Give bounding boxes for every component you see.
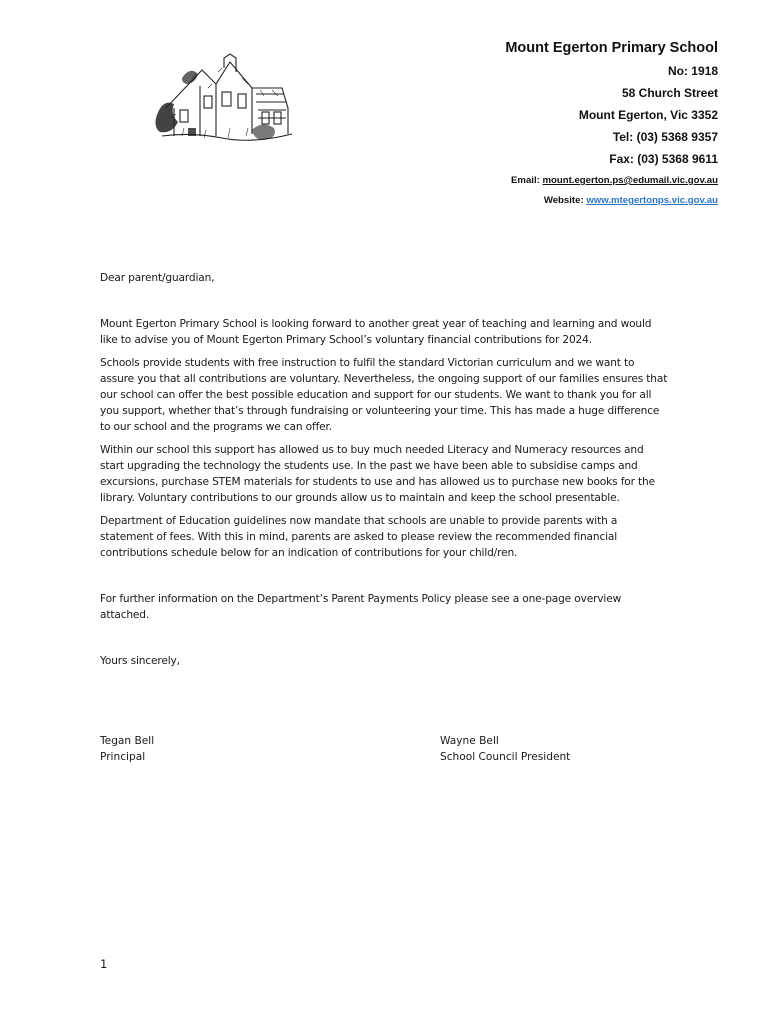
- signatory-principal: [100, 733, 154, 765]
- paragraph: Mount Egerton Primary School is looking forward to another great year of teaching and learning and would like to advise you of Mount Egerton Primary School’s voluntary financial contributions for 2024.: [100, 318, 652, 346]
- school-building-sketch: [152, 48, 298, 146]
- email-label: Email:: [511, 175, 543, 186]
- signatory-council-president: [440, 733, 570, 765]
- school-fax: Fax: (03) 5368 9611: [609, 152, 718, 166]
- greeting: Dear parent/guardian,: [100, 272, 215, 284]
- website-line: [505, 194, 718, 208]
- school-town: Mount Egerton, Vic 3352: [578, 108, 718, 122]
- paragraph: Schools provide students with free instruction to fulfil the standard Victorian curriculum and we want to assure you that all contributions are voluntary. Nevertheless, the ongoing support of our families ensures that our school can offer the best possible education and support for our students. We want to thank you for all you support, whether that’s through fundraising or volunteering your time. This has made a huge difference to our school and the programs we can offer.: [100, 357, 668, 433]
- letterhead: [505, 40, 718, 214]
- school-street: 58 Church Street: [621, 86, 718, 100]
- website-link[interactable]: www.mtegertonps.vic.gov.au: [586, 195, 718, 206]
- email-link[interactable]: mount.egerton.ps@edumail.vic.gov.au: [542, 175, 718, 186]
- email-line: [505, 174, 718, 188]
- signatory-name: Wayne Bell: [440, 735, 499, 747]
- letter-body: [100, 270, 670, 676]
- signatory-name: Tegan Bell: [100, 735, 155, 747]
- closing: Yours sincerely,: [100, 655, 180, 667]
- page-number: 1: [100, 957, 108, 971]
- paragraph: Within our school this support has allowed us to buy much needed Literacy and Numeracy resources and start upgrading the technology the students use. In the past we have been able to subsidise camps and excursions, purchase STEM materials for students to use and has allowed us to purchase new books for the library. Voluntary contributions to our grounds allow us to maintain and keep the school presentable.: [100, 444, 655, 504]
- signatory-title: School Council President: [440, 751, 571, 763]
- school-name: Mount Egerton Primary School: [505, 40, 718, 56]
- signatory-title: Principal: [100, 751, 146, 763]
- paragraph: Department of Education guidelines now mandate that schools are unable to provide parents with a statement of fees. With this in mind, parents are asked to please review the recommended financial contributions schedule below for an indication of contributions for your child/ren.: [100, 515, 618, 559]
- website-label: Website:: [543, 195, 587, 206]
- school-tel: Tel: (03) 5368 9357: [612, 130, 718, 144]
- school-number: No: 1918: [667, 64, 718, 78]
- paragraph: For further information on the Department’s Parent Payments Policy please see a one-page overview attached.: [100, 593, 622, 621]
